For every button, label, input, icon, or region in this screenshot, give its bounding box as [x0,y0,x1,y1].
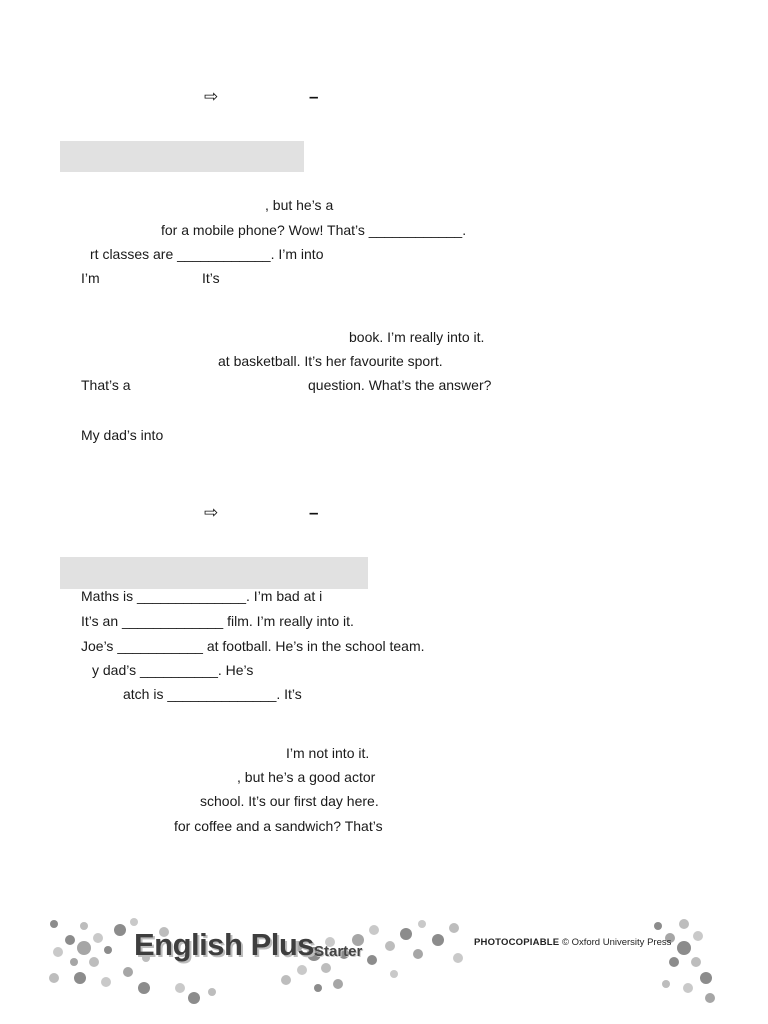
arrow-icon: ⇨ [204,87,219,107]
exercise4-line-1: I’m not into it. [286,745,370,761]
exercise2-line-3b: question. What’s the answer? [308,377,492,393]
exercise-heading-band-2 [60,557,368,589]
exercise3-line-3: Joe’s ___________ at football. He’s in the school team. [81,638,425,654]
page-footer [44,908,720,1008]
exercise2-line-3a: That’s a [81,377,131,393]
exercise2-line-2: at basketball. It’s her favourite sport. [218,353,443,369]
publisher-label: © Oxford University Press [561,937,672,948]
exercise4-line-4: for coffee and a sandwich? That’s [174,818,383,834]
exercise3-line-4: y dad’s __________. He’s [92,662,254,678]
level-label: Starter [314,943,363,960]
dash-mark: – [309,87,319,106]
dash-mark: – [309,503,319,522]
arrow-icon: ⇨ [204,503,219,523]
brand-logo: English Plus [134,927,315,962]
exercise3-line-1: Maths is ______________. I’m bad at i [81,588,323,604]
exercise4-line-2: , but he’s a good actor [237,769,376,785]
exercise1-line-1: , but he’s a [265,197,334,213]
exercise1-line-2: for a mobile phone? Wow! That’s ____________. [161,222,467,238]
photocopiable-label: PHOTOCOPIABLE [474,937,560,948]
exercise3-line-2: It’s an _____________ film. I’m really into it. [81,613,354,629]
exercise2-line-1: book. I’m really into it. [349,329,485,345]
exercise3-line-5: atch is ______________. It’s [123,686,302,702]
exercise1-line-4a: I’m [81,270,100,286]
exercise1-line-4b: It’s [202,270,220,286]
exercise-heading-band-1 [60,141,304,172]
exercise4-line-3: school. It’s our first day here. [200,793,379,809]
exercise1-line-3: rt classes are ____________. I’m into [90,246,324,262]
exercise2-line-4: My dad’s into [81,427,164,443]
copyright-notice [474,937,671,949]
